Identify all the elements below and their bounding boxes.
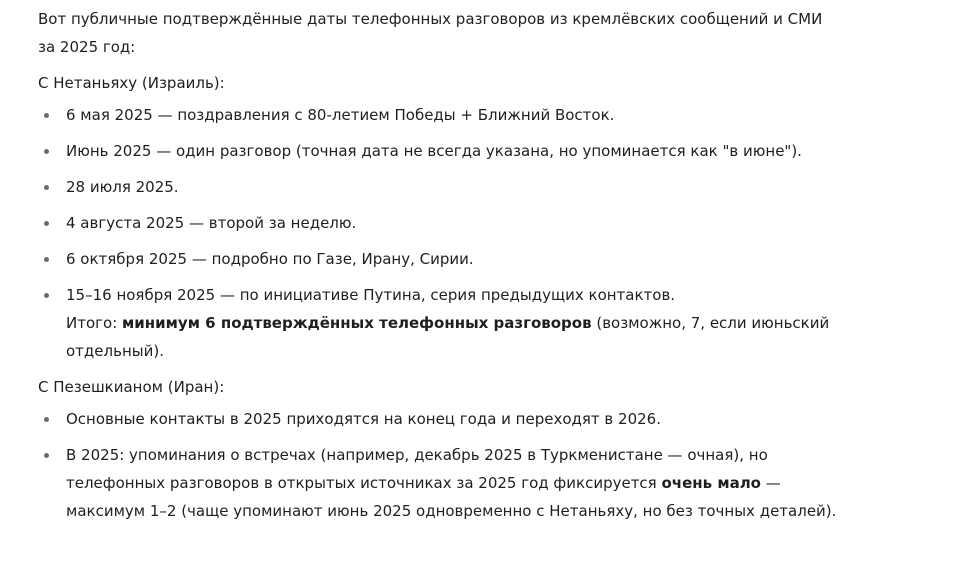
summary-text <box>66 309 838 365</box>
list-item: 6 мая 2025 — поздравления с 80-летием Победы + Ближний Восток. <box>38 101 838 129</box>
message-content <box>38 5 838 533</box>
netanyahu-call-list <box>38 101 838 365</box>
list-item: 4 августа 2025 — второй за неделю. <box>38 209 838 237</box>
list-item: 6 октября 2025 — подробно по Газе, Ирану, Сирии. <box>38 245 838 273</box>
section-heading-netanyahu: С Нетаньяху (Израиль): <box>38 74 225 92</box>
list-item: 28 июля 2025. <box>38 173 838 201</box>
section-heading-pezeshkian: С Пезешкианом (Иран): <box>38 378 225 396</box>
item-prefix: В 2025: упоминания о встречах (например, декабрь 2025 в Туркменистане — очная), но телефонных разговоров в открытых источниках за 2025 год фиксируется <box>66 446 768 492</box>
list-item-last <box>38 281 838 365</box>
pezeshkian-call-list <box>38 405 838 525</box>
item-suffix: — максимум 1–2 (чаще упоминают июнь 2025 одновременно с Нетаньяху, но без точных деталей). <box>66 474 837 520</box>
intro-text: Вот публичные подтверждённые даты телефонных разговоров из кремлёвских сообщений и СМИ за 2025 год: <box>38 10 823 56</box>
item-bold: очень мало <box>661 474 761 492</box>
summary-prefix: Итого: <box>66 314 123 332</box>
list-item <box>38 441 838 525</box>
summary-bold: минимум 6 подтверждённых телефонных разговоров <box>122 314 592 332</box>
list-item: Июнь 2025 — один разговор (точная дата не всегда указана, но упоминается как "в июне"). <box>38 137 838 165</box>
summary-suffix: (возможно, 7, если июньский отдельный). <box>66 314 830 360</box>
list-item: Основные контакты в 2025 приходятся на конец года и переходят в 2026. <box>38 405 838 433</box>
list-item-text: 15–16 ноября 2025 — по инициативе Путина, серия предыдущих контактов. <box>66 286 676 304</box>
